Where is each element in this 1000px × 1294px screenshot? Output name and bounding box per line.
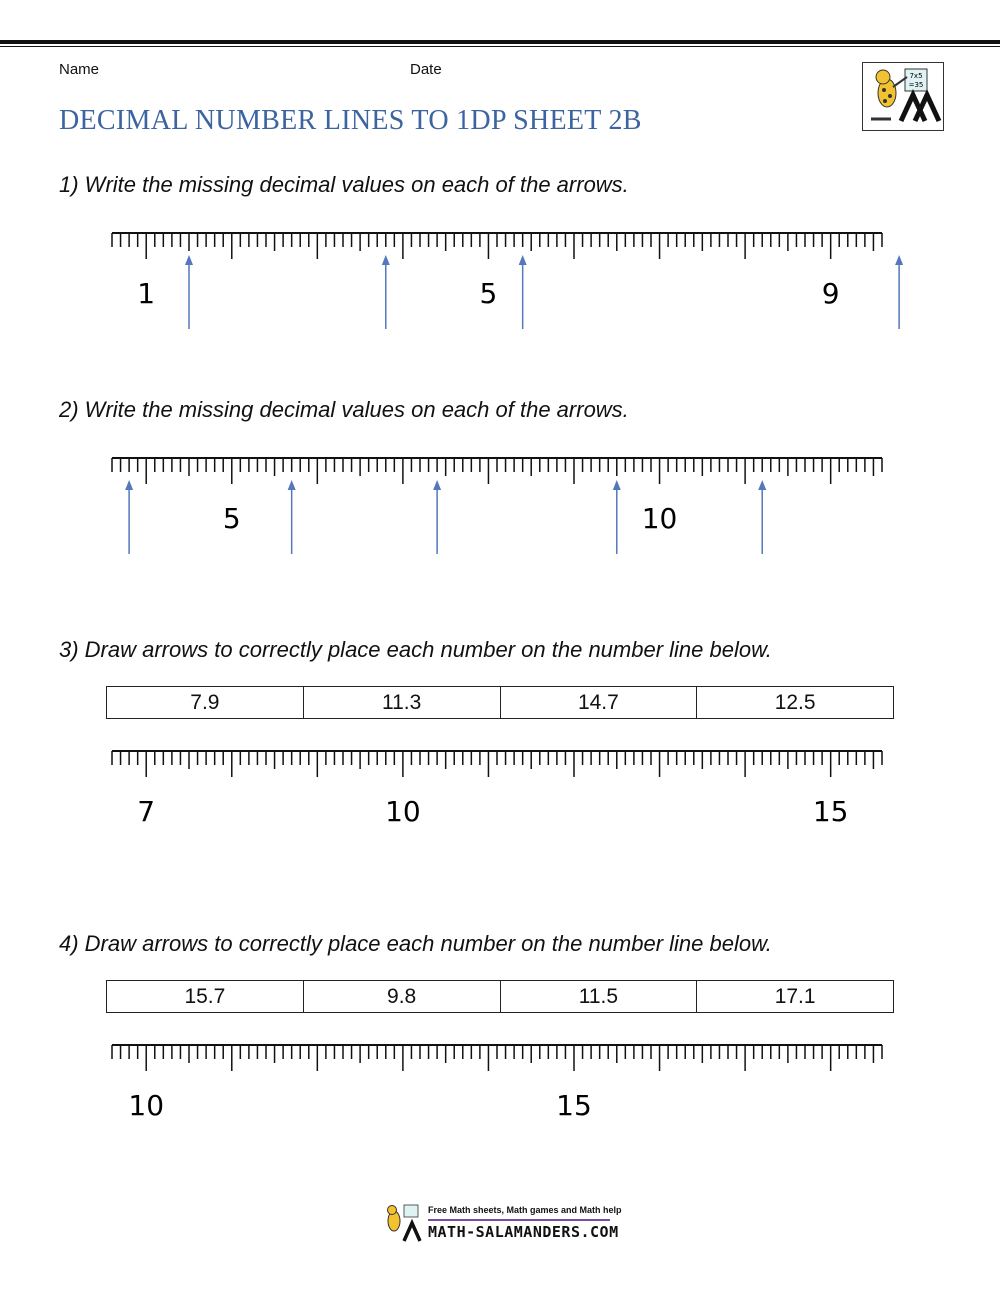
number-line-2 [0,450,1000,560]
arrow-head-icon [895,255,903,265]
number-line-label: 7 [137,795,156,828]
table-cell: 14.7 [500,687,697,719]
date-label: Date [410,61,442,78]
logo-text-bottom: =35 [908,81,924,89]
question-4-number-table [106,980,894,1013]
arrow-head-icon [433,480,441,490]
name-label: Name [59,61,100,78]
footer-divider [428,1219,610,1221]
salamander-logo-icon [863,63,943,130]
arrow-head-icon [613,480,621,490]
arrow-head-icon [288,480,296,490]
logo-text-top: 7x5 [909,72,923,80]
top-rule-thin [0,46,1000,47]
footer-site-link[interactable]: MATH-SALAMANDERS.COM [428,1223,619,1241]
table-cell: 7.9 [107,687,304,719]
arrow-head-icon [758,480,766,490]
number-line-label: 5 [222,502,241,535]
table-cell: 15.7 [107,981,304,1013]
arrow-head-icon [185,255,193,265]
table-cell: 11.3 [303,687,500,719]
footer-salamander-icon [382,1203,426,1243]
question-1-prompt: 1) Write the missing decimal values on each of the arrows. [59,172,629,197]
table-cell: 9.8 [303,981,500,1013]
number-line-3[interactable] [0,743,1000,843]
page-title: DECIMAL NUMBER LINES TO 1DP SHEET 2B [59,105,642,136]
arrow-head-icon [519,255,527,265]
number-line-label: 10 [641,502,678,535]
arrow-head-icon [125,480,133,490]
top-rule [0,40,1000,44]
number-line-label: 10 [385,795,421,828]
number-line-4[interactable] [0,1037,1000,1137]
number-line-label: 9 [821,277,840,310]
number-line-label: 5 [479,277,498,310]
footer-logo [382,1203,622,1245]
question-2-prompt: 2) Write the missing decimal values on each of the arrows. [59,397,629,422]
number-line-label: 1 [137,277,156,310]
table-cell: 11.5 [500,981,697,1013]
number-line-label: 10 [128,1089,165,1122]
number-line-1 [0,225,1000,335]
salamander-logo [862,62,944,131]
question-3-number-table [106,686,894,719]
table-cell: 12.5 [697,687,894,719]
arrow-head-icon [382,255,390,265]
question-3-prompt: 3) Draw arrows to correctly place each number on the number line below. [59,637,772,662]
footer-tagline: Free Math sheets, Math games and Math help [428,1205,622,1215]
number-line-label: 15 [812,795,849,828]
number-line-label: 15 [556,1089,592,1122]
question-4-prompt: 4) Draw arrows to correctly place each number on the number line below. [59,931,772,956]
table-cell: 17.1 [697,981,894,1013]
